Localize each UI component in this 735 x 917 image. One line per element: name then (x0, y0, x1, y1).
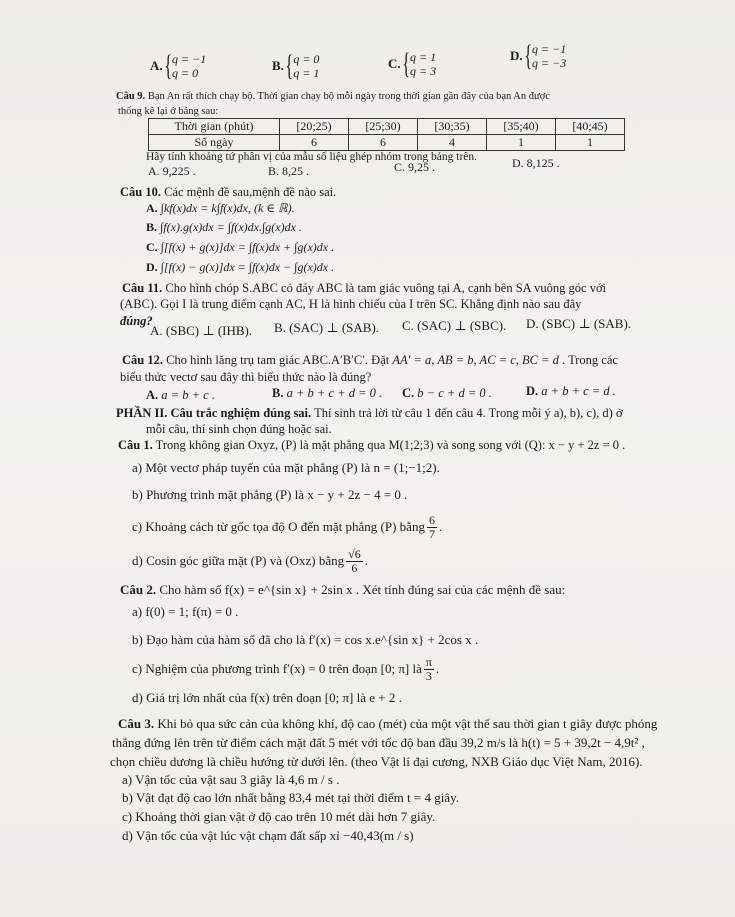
question-number: Câu 12. (122, 353, 163, 367)
q12-option-a (146, 388, 215, 404)
q9-line2: thống kê lại ở bảng sau: (118, 106, 219, 117)
q12-line1 (122, 353, 618, 369)
q11-option-c: C. (SAC) ⊥ (SBC). (402, 318, 507, 333)
c3-item-b: b) Vật đạt độ cao lớn nhất bằng 83,4 mét tại thời điểm t = 4 giây. (122, 790, 459, 805)
c3-item-a: a) Vận tốc của vật sau 3 giây là 4,6 m / s . (122, 772, 340, 787)
part2-line2: mỗi câu, thí sinh chọn đúng hoặc sai. (146, 422, 332, 436)
numerator: 6 (428, 513, 435, 527)
part2-heading (116, 406, 623, 422)
question-text: Bạn An rất thích chạy bộ. Thời gian chạy bộ mỗi ngày trong thời gian gần đây của bạn An được (147, 91, 550, 102)
q11-line1 (122, 281, 606, 297)
option-expression: b − c + d = 0 . (417, 386, 492, 400)
c1-stem (118, 438, 625, 454)
system-line: q = 1 (293, 66, 320, 80)
numerator: π (425, 655, 432, 669)
option-expression: a = b + c . (161, 388, 215, 402)
table-row (149, 119, 625, 135)
system-line: q = −1 (172, 52, 207, 66)
table-header-cell: [30;35) (418, 119, 487, 135)
option-expression: ∫[f(x) + g(x)]dx = ∫f(x)dx + ∫g(x)dx . (160, 240, 335, 254)
system-line: q = −3 (532, 56, 567, 70)
option-label: B. (272, 386, 284, 400)
question-number: Câu 9. (116, 91, 146, 102)
option-label: D. (526, 384, 539, 398)
system-line: q = 0 (172, 66, 199, 80)
question-text: Khi bỏ qua sức cản của không khí, độ cao (mét) của một vật thể sau thời gian t giây được phóng (157, 716, 658, 731)
q9-option-d: D. 8,125 . (512, 156, 560, 170)
option-label: C. (146, 240, 158, 254)
table-cell: Số ngày (149, 135, 280, 151)
section-instructions: Thí sinh trả lời từ câu 1 đến câu 4. Trong mỗi ý a), b), c), d) ở (314, 406, 623, 420)
table-cell: 1 (556, 135, 625, 151)
c2-item-c: c) Nghiệm của phương trình f′(x) = 0 trên đoạn [0; π] là $\frac{\pi}{3}$ . (132, 655, 440, 683)
q11-option-a: A. (SBC) ⊥ (IHB). (150, 323, 253, 338)
q11-line3: đúng? (120, 314, 153, 328)
q12-option-b (272, 386, 382, 402)
table-row (149, 135, 625, 151)
numerator: √6 (348, 547, 361, 561)
denominator: 6 (351, 561, 358, 575)
c2-item-a: a) f(0) = 1; f(π) = 0 . (132, 604, 239, 619)
question-number: Câu 10. (120, 185, 161, 199)
option-expression: ∫f(x).g(x)dx = ∫f(x)dx.∫g(x)dx . (160, 220, 302, 234)
option-expression: ∫kf(x)dx = k∫f(x)dx, (k ∈ ℝ). (160, 201, 295, 215)
c3-item-d: d) Vận tốc của vật lúc vật chạm đất sấp xỉ −40,43(m / s) (122, 828, 414, 843)
c3-line2: thẳng đứng lên trên từ điểm cách mặt đất 5 mét với tốc độ ban đầu 39,2 m/s là h(t) = 5 + 39,2t − 4,9t² , (112, 735, 645, 750)
q9-ask: Hãy tính khoảng tứ phân vị của mẫu số liệu ghép nhóm trong bảng trên. (146, 151, 478, 163)
prev-option-d (510, 39, 567, 72)
q12-line2: biểu thức vectơ sau đây thì biểu thức nào là đúng? (120, 370, 372, 384)
denominator: 7 (428, 527, 435, 541)
table-header-cell: Thời gian (phút) (149, 119, 280, 135)
system-line: q = 3 (410, 64, 437, 78)
section-title: PHẦN II. Câu trắc nghiệm đúng sai. (116, 406, 312, 420)
c1-item-b: b) Phương trình mặt phẳng (P) là x − y + 2z − 4 = 0 . (132, 487, 408, 502)
c2-item-b: b) Đạo hàm của hàm số đã cho là f′(x) = cos x.e^{sin x} + 2cos x . (132, 632, 479, 647)
c3-line1 (118, 716, 657, 732)
prev-option-b (272, 49, 320, 82)
option-label: A. (146, 388, 159, 402)
option-expression: a + b + c = d . (541, 384, 616, 398)
question-number: Câu 11. (122, 281, 163, 295)
option-expression: a + b + c + d = 0 . (286, 386, 383, 400)
option-label: C. (402, 386, 415, 400)
question-text: Cho hàm số f(x) = e^{sin x} + 2sin x . Xét tính đúng sai của các mệnh đề sau: (159, 582, 566, 597)
option-label: D. (510, 47, 523, 63)
table-cell: 4 (418, 135, 487, 151)
question-number: Câu 1. (118, 438, 153, 452)
option-label: A. (150, 57, 163, 73)
q10-option-a (146, 201, 295, 216)
q11-option-b: B. (SAC) ⊥ (SAB). (274, 320, 380, 335)
option-label: C. (388, 55, 401, 71)
q10-option-c (146, 240, 334, 255)
brace: { (163, 49, 172, 82)
table-cell: 6 (349, 135, 418, 151)
question-number: Câu 2. (120, 582, 157, 597)
system-line: q = 1 (410, 50, 437, 64)
prev-option-a (150, 49, 207, 82)
question-text: Cho hình chóp S.ABC có đáy ABC là tam giác vuông tại A, cạnh bên SA vuông góc với (165, 281, 607, 295)
table-header-cell: [20;25) (280, 119, 349, 135)
c3-item-c: c) Khoảng thời gian vật ở độ cao trên 10 mét dài hơn 7 giây. (122, 809, 436, 824)
c3-line3: chọn chiều dương là chiều hướng từ dưới lên. (theo Vật lí đại cương, NXB Giáo dục Việt Nam, 2016). (110, 754, 643, 769)
table-cell: 6 (280, 135, 349, 151)
q9-option-b: B. 8,25 . (268, 164, 310, 178)
prev-option-c (388, 47, 437, 80)
brace: { (401, 47, 410, 80)
table-header-cell: [40;45) (556, 119, 625, 135)
option-expression: ∫[f(x) − g(x)]dx = ∫f(x)dx − ∫g(x)dx . (160, 260, 335, 274)
statement-text: c) Nghiệm của phương trình f′(x) = 0 trên đoạn [0; π] là (132, 661, 422, 677)
table-cell: 1 (487, 135, 556, 151)
question-number: Câu 3. (118, 716, 155, 731)
c1-item-d: d) Cosin góc giữa mặt (P) và (Oxz) bằng $\frac{√6}{6}$ . (132, 547, 368, 575)
q9-line1 (116, 90, 550, 103)
question-text: . Trong các (562, 353, 618, 367)
question-text: Trong không gian Oxyz, (P) là mặt phẳng qua M(1;2;3) và song song với (Q): x − y + 2z = 0 . (155, 438, 626, 452)
table-header-cell: [25;30) (349, 119, 418, 135)
q10-option-b (146, 220, 302, 235)
question-text: Các mệnh đề sau,mệnh đề nào sai. (164, 185, 337, 199)
option-label: B. (146, 220, 158, 234)
fraction (346, 548, 363, 575)
c2-item-d: d) Giá trị lớn nhất của f(x) trên đoạn [0; π] là e + 2 . (132, 690, 402, 705)
option-label: D. (146, 260, 158, 274)
data-table (148, 118, 625, 151)
brace: { (523, 39, 532, 72)
q12-option-c (402, 386, 492, 402)
vector-definitions: AA′ = a, AB = b, AC = c, BC = d (392, 353, 559, 367)
statement-text: d) Cosin góc giữa mặt (P) và (Oxz) bằng (132, 553, 345, 569)
denominator: 3 (425, 669, 432, 683)
brace: { (285, 49, 294, 82)
option-label: A. (146, 201, 158, 215)
c2-stem (120, 582, 565, 598)
q9-option-a: A. 9,225 . (148, 164, 196, 178)
question-text: Cho hình lăng trụ tam giác ABC.A′B′C′. Đặt (166, 353, 390, 367)
fraction (427, 514, 437, 541)
system-line: q = −1 (532, 42, 567, 56)
c1-item-a: a) Một vectơ pháp tuyến của mặt phẳng (P) là n = (1;−1;2). (132, 460, 440, 475)
system-line: q = 0 (293, 52, 320, 66)
option-label: B. (272, 57, 284, 73)
q10-option-d (146, 260, 334, 275)
table-header-cell: [35;40) (487, 119, 556, 135)
q11-line2: (ABC). Gọi I là trung điểm cạnh AC, H là hình chiếu của I trên SC. Khẳng định nào sau đây (120, 297, 582, 311)
q9-option-c: C. 9,25 . (394, 160, 436, 174)
q10-stem (120, 185, 336, 201)
fraction (424, 656, 434, 683)
statement-text: c) Khoảng cách từ gốc tọa độ O đến mặt phẳng (P) bằng (132, 519, 425, 535)
q11-option-d: D. (SBC) ⊥ (SAB). (526, 316, 632, 331)
q12-option-d (526, 384, 616, 400)
c1-item-c: c) Khoảng cách từ gốc tọa độ O đến mặt phẳng (P) bằng $\frac{6}{7}$ . (132, 513, 443, 541)
